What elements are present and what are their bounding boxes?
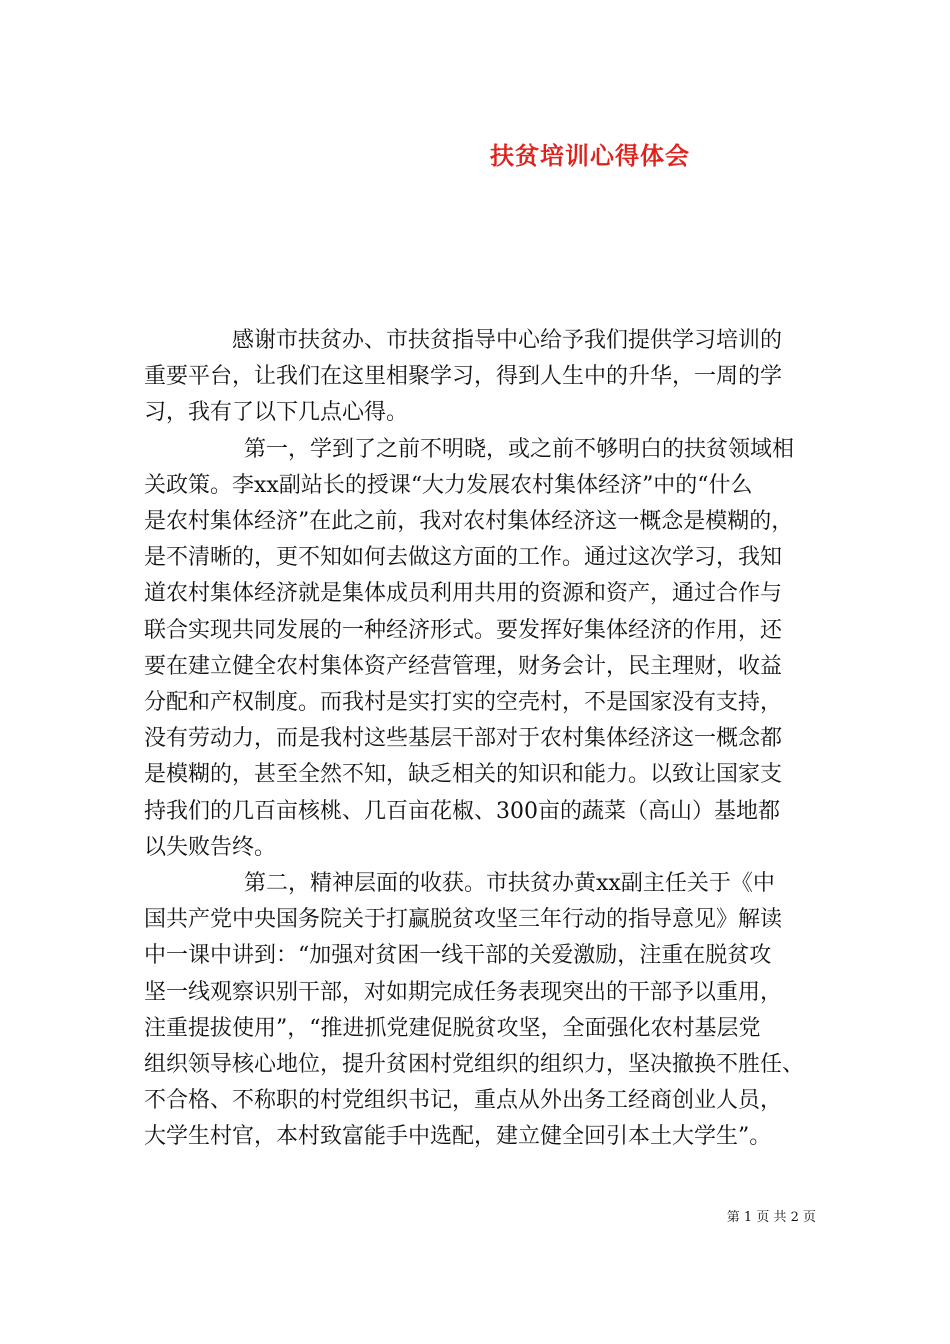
- text-line: 注重提拔使用”，“推进抓党建促脱贫攻坚，全面强化农村基层党: [144, 1015, 761, 1041]
- text-line: 国共产党中央国务院关于打赢脱贫攻坚三年行动的指导意见》解读: [144, 907, 783, 933]
- text-line: 组织领导核心地位，提升贫困村党组织的组织力，坚决撤换不胜任、: [144, 1052, 805, 1078]
- text-line: 坚一线观察识别干部，对如期完成任务表现突出的干部予以重用，: [144, 979, 783, 1005]
- text-line: 习，我有了以下几点心得。: [144, 400, 409, 426]
- document-title: 扶贫培训心得体会: [490, 141, 690, 170]
- text-line: 持我们的几百亩核桃、几百亩花椒、300亩的蔬菜（高山）基地都: [144, 798, 780, 824]
- page-number: 第 1 页 共 2 页: [726, 1210, 816, 1225]
- text-line: 以失败告终。: [144, 834, 277, 860]
- text-line: 是农村集体经济”在此之前，我对农村集体经济这一概念是模糊的，: [144, 509, 794, 535]
- text-line: 是模糊的，甚至全然不知，缺乏相关的知识和能力。以致让国家支: [144, 762, 783, 788]
- text-line: 第一，学到了之前不明晓，或之前不够明白的扶贫领域相: [244, 436, 795, 462]
- text-line: 没有劳动力，而是我村这些基层干部对于农村集体经济这一概念都: [144, 726, 783, 752]
- text-line: 大学生村官，本村致富能手中选配，建立健全回引本土大学生”。: [144, 1124, 772, 1150]
- text-line: 分配和产权制度。而我村是实打实的空壳村，不是国家没有支持，: [144, 690, 783, 716]
- text-line: 联合实现共同发展的一种经济形式。要发挥好集体经济的作用，还: [144, 617, 783, 643]
- text-line: 关政策。李xx副站长的授课“大力发展农村集体经济”中的“什么: [144, 472, 753, 498]
- text-line: 第二，精神层面的收获。市扶贫办黄xx副主任关于《中: [244, 871, 775, 897]
- text-line: 重要平台，让我们在这里相聚学习，得到人生中的升华，一周的学: [144, 364, 783, 390]
- text-line: 中一课中讲到：“加强对贫困一线干部的关爱激励，注重在脱贫攻: [144, 943, 772, 969]
- text-line: 要在建立健全农村集体资产经营管理，财务会计，民主理财，收益: [144, 653, 783, 679]
- text-line: 道农村集体经济就是集体成员利用共用的资源和资产，通过合作与: [144, 581, 783, 607]
- text-line: 感谢市扶贫办、市扶贫指导中心给予我们提供学习培训的: [232, 328, 783, 353]
- document-body: [144, 323, 816, 1156]
- text-line: 是不清晰的，更不知如何去做这方面的工作。通过这次学习，我知: [144, 545, 783, 571]
- text-line: 不合格、不称职的村党组织书记，重点从外出务工经商创业人员，: [144, 1088, 783, 1114]
